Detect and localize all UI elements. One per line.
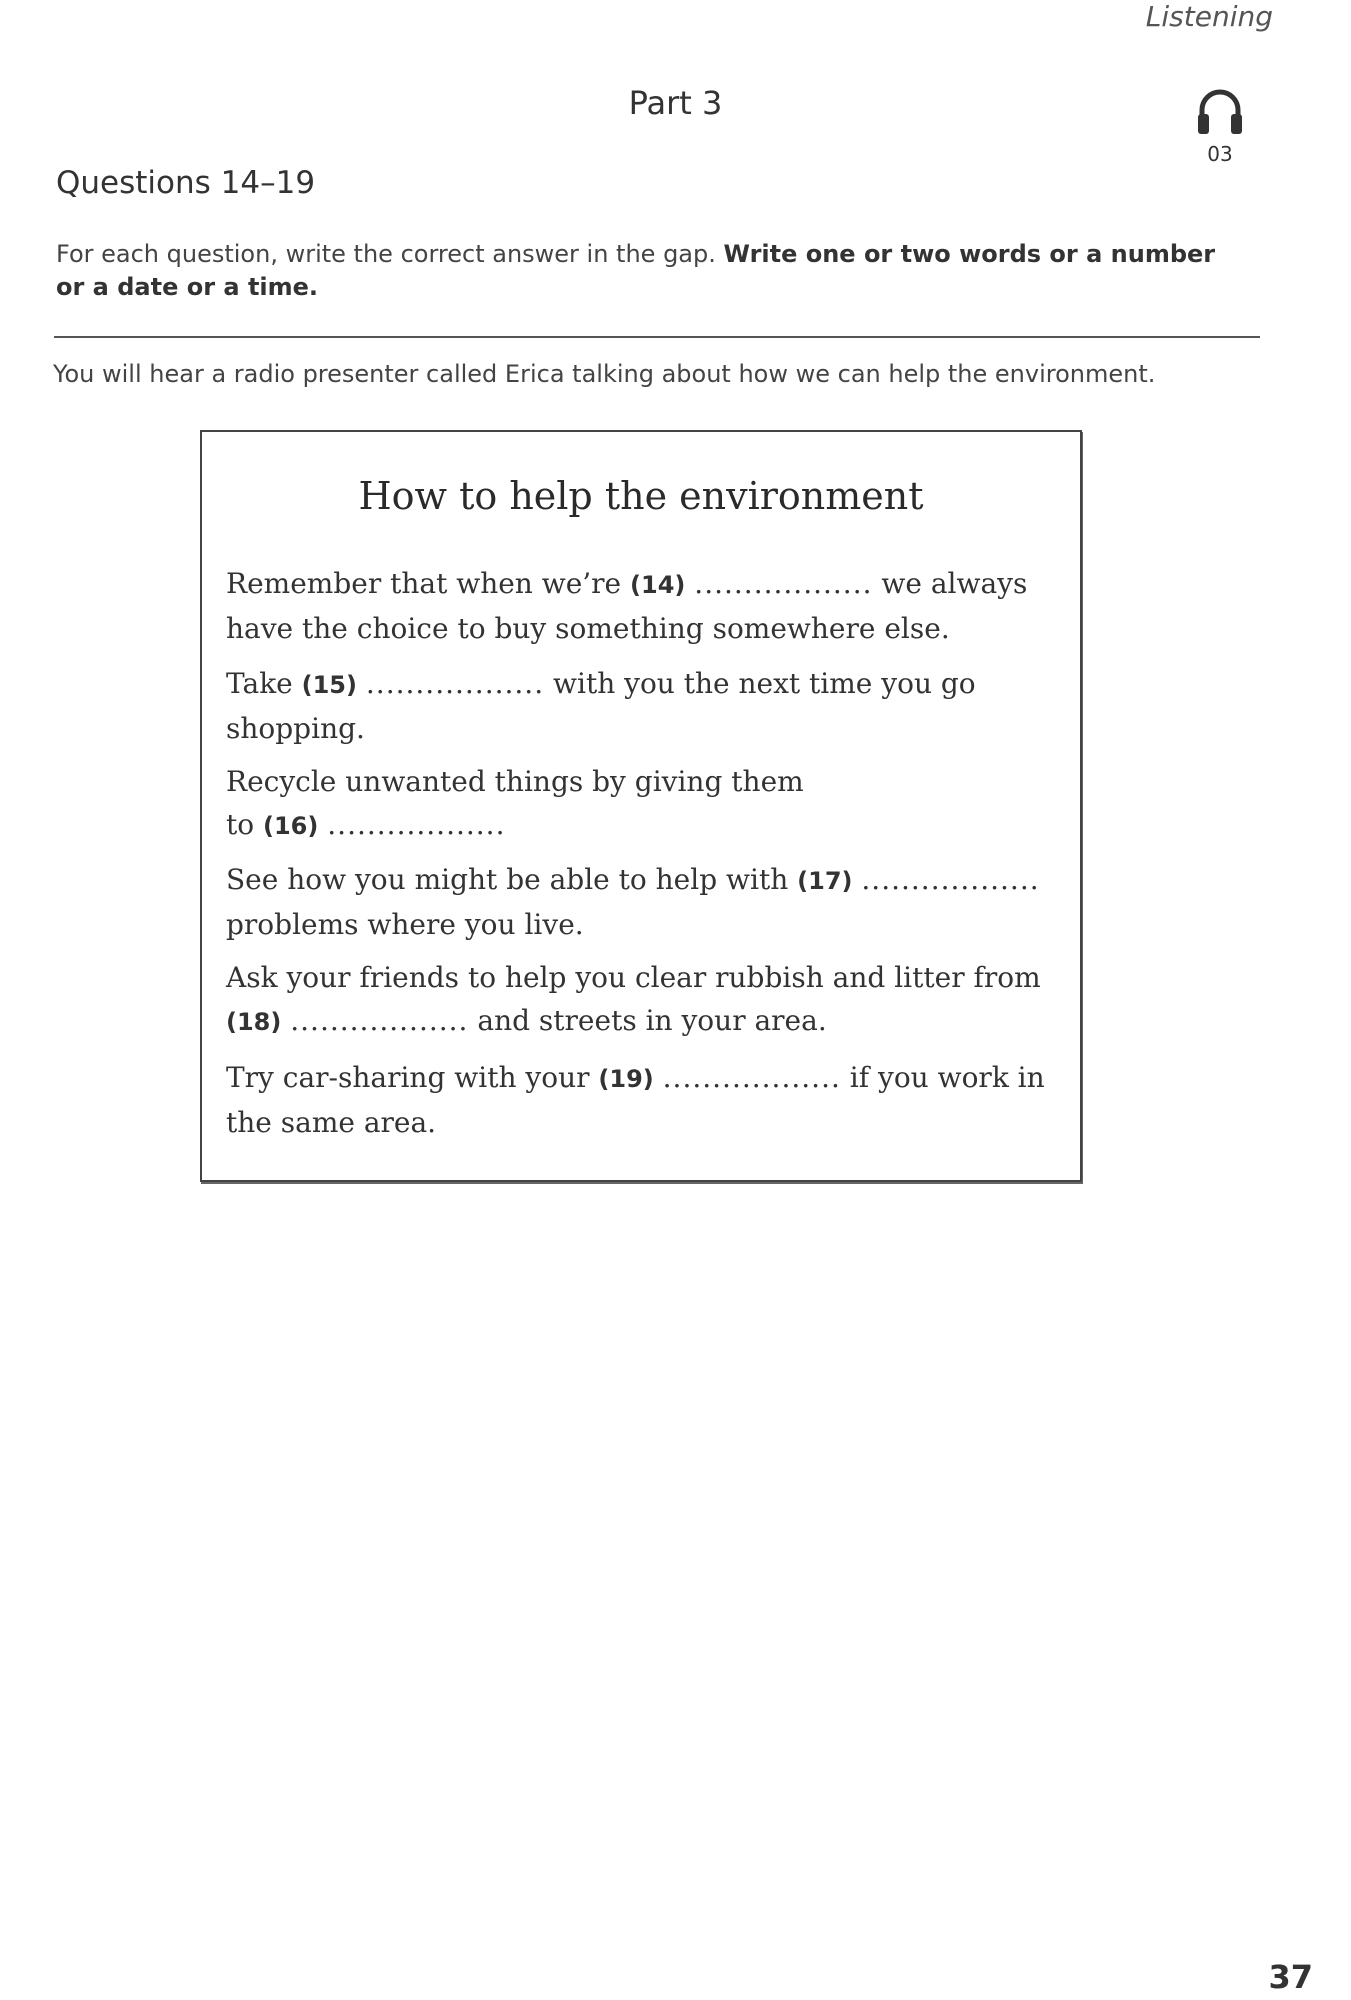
- question-number: (16): [263, 812, 319, 840]
- audio-track[interactable]: [1190, 84, 1250, 166]
- track-number: 03: [1207, 142, 1233, 166]
- answer-gap[interactable]: ..................: [365, 667, 545, 700]
- note-item-19: Try car-sharing with your (19) .................. if you work in the same area.: [226, 1061, 1045, 1139]
- page-number: 37: [1268, 1958, 1313, 1996]
- note-item-18: Ask your friends to help you clear rubbish and litter from (18) .................. and streets in your area.: [226, 961, 1041, 1037]
- note-item-15: Take (15) .................. with you the next time you go shopping.: [226, 667, 976, 745]
- notes-box: [200, 430, 1082, 1182]
- answer-gap[interactable]: ..................: [327, 808, 506, 841]
- instructions: [56, 238, 1246, 304]
- part-title: Part 3: [628, 84, 723, 122]
- answer-gap[interactable]: ..................: [290, 1004, 469, 1037]
- question-number: (17): [797, 867, 853, 895]
- note-item-14: Remember that when we’re (14) .................. we always have the choice to buy something somewhere else.: [226, 567, 1028, 645]
- instructions-bold: Write one or two words or a number or a date or a time.: [56, 240, 1216, 301]
- question-number: (15): [301, 671, 357, 699]
- section-label: Listening: [1145, 0, 1273, 33]
- divider: [54, 336, 1260, 338]
- questions-heading: Questions 14–19: [56, 165, 316, 201]
- note-item-17: See how you might be able to help with (17) .................. problems where you live.: [226, 863, 1040, 941]
- answer-gap[interactable]: ..................: [861, 863, 1040, 896]
- headphones-icon: [1194, 84, 1246, 140]
- notes-title: How to help the environment: [358, 474, 924, 518]
- answer-gap[interactable]: ..................: [694, 567, 873, 600]
- question-number: (18): [226, 1008, 282, 1036]
- instructions-text: For each question, write the correct answer in the gap.: [56, 240, 716, 268]
- question-number: (14): [630, 571, 686, 599]
- question-number: (19): [598, 1065, 654, 1093]
- note-item-16: Recycle unwanted things by giving them to (16) ..................: [226, 765, 804, 841]
- answer-gap[interactable]: ..................: [662, 1061, 841, 1094]
- context-text: You will hear a radio presenter called Erica talking about how we can help the environment.: [53, 360, 1156, 388]
